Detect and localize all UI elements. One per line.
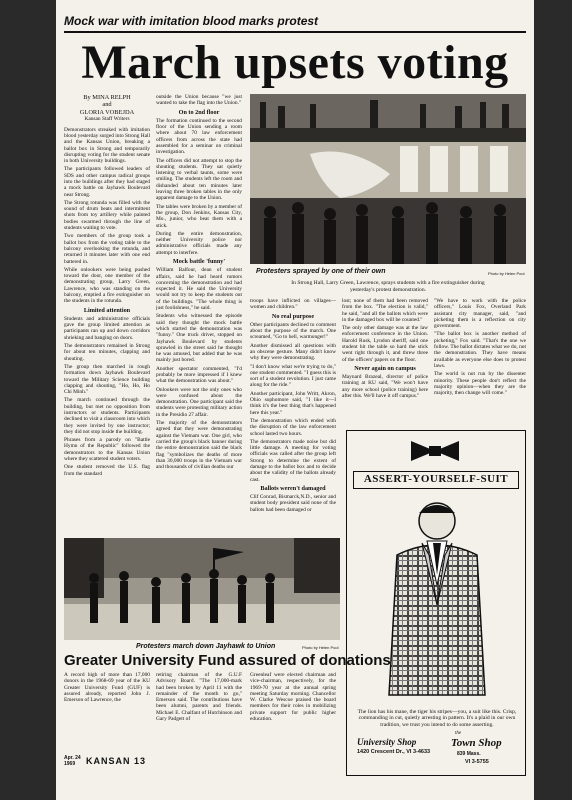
- paragraph: outside the Union because "we just wanted to take the flag into the Union.": [156, 94, 242, 107]
- paragraph: The march continued through the building, but met no opposition from instructors or students. Participants declined to visit a classroom into which they were invited by one instructor; they did not stop inside the building.: [64, 397, 150, 435]
- ad-shop-1-name: University Shop: [357, 737, 417, 747]
- ad-shop-2-phone: VI 3-5755: [465, 759, 489, 765]
- paragraph: Onlookers were not the only ones who were confused about the demonstration. One participant said the students were protesting military action in the Presidio 27 affair.: [156, 386, 242, 418]
- paragraph: William Balfour, dean of student affairs, said he had heard rumors concerning the demonstration and had expected it. He said the University would not try to keep the students out of the buildings. "The whole thing is just foolishness," he said.: [156, 267, 242, 312]
- ad-shop-1-street: 1420 Crescent Dr.: [357, 749, 404, 755]
- main-headline: March upsets voting: [81, 36, 509, 89]
- paragraph: The only other damage was at the law enforcement conference in the Union. Harold Rusk, Lyndon sheriff, said one student hit the table so hard the stick went right through it, and threw three of the officers' papers on the floor.: [342, 325, 428, 363]
- paragraph: troops have inflicted on villages—women and children.": [250, 298, 336, 311]
- ad-shop-2-address: 839 Mass.: [457, 751, 481, 757]
- photo-bottom-caption: Protesters march down Jayhawk to Union: [136, 643, 276, 650]
- paragraph: lost; none of them had been removed from the box. "The election is valid," he said, "and all the ballots which were in the damaged box will be counted.": [342, 298, 428, 323]
- suit-illustration: [367, 495, 507, 703]
- paragraph: Another participant, John Writt, Akron, Ohio sophomore said, "I like it—I think it's the best thing that's happened here this year.": [250, 390, 336, 416]
- ad-title: ASSERT-YOURSELF-SUIT: [353, 471, 519, 489]
- byline-and: and: [102, 101, 112, 109]
- photo-top-cutline-2: yesterday's protest demonstration.: [349, 287, 427, 293]
- paragraph: "The ballot box is another method of picketing," Fox said. "That's the one we follow. The ballot dictates what we do, not the demonstration. They have means available as everyone else does to protest laws.: [434, 331, 526, 369]
- paragraph: Two members of the group took a ballot box from the voting table to the balcony overlooking the rotunda, and returned it minutes later with one end battered in.: [64, 233, 150, 265]
- byline: [64, 94, 150, 124]
- paragraph: One student removed the U.S. flag from the standard: [64, 464, 150, 477]
- story-column-2: [156, 94, 242, 534]
- kicker-headline: Mock war with imitation blood marks protest: [64, 14, 319, 28]
- paragraph: "I don't know what we're trying to do," one student commented. "I guess this is sort of a student revolution. I just came along for the ride.": [250, 363, 336, 389]
- fund-column-3: Greenleaf were elected chairman and vice-chairman, respectively, for the 1969-70 year at the annual spring meeting Saturday morning. Chancellor W. Clarke Wescoe praised the board members for their roles in mobilizing private support for public higher education.: [250, 672, 336, 723]
- paragraph: Another dismissed all questions with an obscene gesture. Many didn't know why they were demonstrating.: [250, 342, 336, 362]
- footer-date-day: Apr. 24: [64, 755, 81, 761]
- subhead-never-again: Never again on campus: [354, 364, 416, 372]
- newspaper-page: [56, 0, 534, 800]
- paragraph: The majority of the demonstrators agreed that they were demonstrating against the Vietnam war. One girl, who carried the group's black banner during the entire demonstration said the black flag "symbolizes the deaths of more than 30,000 troops in the Vietnam war and thousands of civilian deaths our: [156, 420, 242, 471]
- paragraph: The participants followed leaders of SDS and other campus radical groups into the buildings after they had staged a mock battle on Jayhawk Boulevard near Strong.: [64, 166, 150, 198]
- paragraph: The world is not run by the dissenter minority. These people don't reflect the majority opinion—when they are the majority, then change will come.": [434, 371, 526, 397]
- paragraph: Another spectator commented, "I'd probably be more impressed if I knew what the demonstration was about.": [156, 365, 242, 385]
- ad-shop-2-prefix: the: [455, 731, 462, 736]
- photo-jayhawk-march-image: [64, 538, 340, 640]
- subhead-no-real-purpose: No real purpose: [271, 312, 315, 320]
- paragraph: The group then marched in rough formation down Jayhawk Boulevard toward the Military Science building clapping and shouting, "Ho, Ho, Ho Chi Minh.": [64, 363, 150, 396]
- byline-author-2: GLORIA VOBEJDA: [79, 108, 135, 116]
- byline-role: Kansan Staff Writers: [84, 116, 130, 123]
- byline-author-1: By MINA RELPH: [83, 94, 131, 101]
- photo-bottom-credit: Photo by Helen Pool: [302, 645, 339, 650]
- ad-shop-1-address: 1420 Crescent Dr., VI 3-4633: [357, 749, 431, 755]
- story-column-5: [434, 298, 526, 422]
- paragraph: Students and administrative officials gave the group limited attention as participants ran up and down corridors shrieking and banging on doors.: [64, 315, 150, 341]
- photo-jayhawk-march: [64, 538, 340, 640]
- paragraph: Students who witnessed the episode said they thought the mock battle which started the demonstration was "funny." One truck driver, stopped on Jayhawk Boulevard by students sprawled in the street said he thought he was amused, but added that he was mainly just bored.: [156, 313, 242, 364]
- paragraph: The Strong rotunda was filled with the sound of drum beats and intermittent shots from toy artillery while painted bodies swarmed through the line of students waiting to vote.: [64, 199, 150, 232]
- subhead-limited-attention: Limited attention: [83, 306, 131, 314]
- paragraph: Phrases from a parody on "Battle Hymn of the Republic" followed the demonstrators to the Kansas Union where they scattered student voters.: [64, 437, 150, 463]
- photo-top-caption: Protesters sprayed by one of their own: [256, 268, 386, 275]
- photo-top-cutline-1: In Strong Hall, Larry Green, Lawrence, sprays students with a fire extinguisher during: [291, 280, 485, 286]
- paragraph: The demonstrators made noise but did little damage. A meeting for voting officials was called after the group left Strong to determine the extent of damage to the ballot box and to decide about the validity of the ballots already cast.: [250, 438, 336, 483]
- footer-publication: KANSAN 13: [86, 756, 147, 766]
- fund-headline: Greater University Fund assured of donations: [64, 652, 391, 669]
- story-column-3: [250, 298, 336, 534]
- paragraph: The demonstrators remained in Strong for about ten minutes, clapping and shouting.: [64, 343, 150, 362]
- paragraph: While onlookers were being pushed toward the door, one member of the demonstrating group, Larry Green, Lawrence, who was standing on the balcony, emptied a fire extinguisher on the students in the rotunda.: [64, 266, 150, 305]
- ad-shop-1-phone: VI 3-4633: [406, 749, 431, 755]
- paragraph: The officers did not attempt to stop the shouting students. They sat quietly listening to verbal taunts, some were smiling. The students left the room and disbanded about ten minutes later leaving three broken tables in the only apparent damage to the Union.: [156, 157, 242, 202]
- subhead-mock-battle: Mock battle 'funny': [172, 258, 226, 266]
- footer-date-year: 1969: [64, 760, 76, 767]
- subhead-ballots: Ballots weren't damaged: [260, 484, 326, 492]
- paragraph: Clif Conrad, Bismarck,N.D., senior and student body president said none of the ballots had been damaged or: [250, 494, 336, 513]
- paragraph: Maynard Brazeal, director of police training at KU said, "We won't have any more school (police training) here after this. We'll have it off campus.": [342, 374, 428, 400]
- photo-top-credit: Photo by Helen Pool: [488, 271, 525, 276]
- paragraph: During the entire demonstration, neither University police nor administrative officials made any attempt to interfere.: [156, 230, 242, 256]
- paragraph: Demonstrators streaked with imitation blood yesterday surged into Strong Hall and the Kansas Union, breaking a ballot box in Strong and temporarily disrupting voting for the student senate in both University buildings.: [64, 126, 150, 165]
- ad-body: The lion has his mane, the tiger his stripes—you, a suit like this. Crisp, commanding in cut, quietly arresting in pattern. It's a plaid in our own tradition, we trust you intend to do some asserting.: [357, 709, 517, 728]
- suit-advertisement: [346, 430, 526, 776]
- paragraph: Other participants declined to comment about the purpose of the march. One screamed, "Go to hell, warmonger!": [250, 321, 336, 341]
- footer-date: [64, 756, 81, 767]
- subhead-second-floor: On to 2nd floor: [178, 108, 220, 116]
- photo-strong-hall-image: [250, 94, 526, 264]
- paragraph: The demonstration which ended with the disruption of the law enforcement school lasted two hours.: [250, 417, 336, 437]
- paragraph: The formation continued to the second floor of the Union sending a room where about 70 law enforcement officers from across the state had assembled for a seminar on criminal investigation.: [156, 117, 242, 156]
- bow-tie-emblem-icon: [355, 437, 515, 465]
- fund-column-2: retiring chairman of the G.U.F Advisory Board. "The 17,000-mark had been broken by April 11 with the remainder of the month to go," Emerson said. The contributions have been alumni, parents and friends. Michael E. Chalfant of Hutchinson and Gary Padgett of: [156, 672, 242, 723]
- ad-shop-2-name: Town Shop: [451, 737, 502, 749]
- paragraph: "We have to work with the police officers," Louis Fox, Overland Park assistant city manager, said, "and picketing them is a reflection on city government.: [434, 298, 526, 330]
- paragraph: The tables were broken by a member of the group, Don Jenkins, Kansas City, Mo., junior, who beat them with a stick.: [156, 203, 242, 229]
- fund-column-1: A record high of more than 17,000 donors in the 1968-69 year of the KU Greater University Fund (GUF) is assured already, reported John J. Emerson of Lawrence, the: [64, 672, 150, 704]
- story-column-4: [342, 298, 428, 422]
- kicker-rule: [64, 31, 526, 33]
- photo-strong-hall: [250, 94, 526, 264]
